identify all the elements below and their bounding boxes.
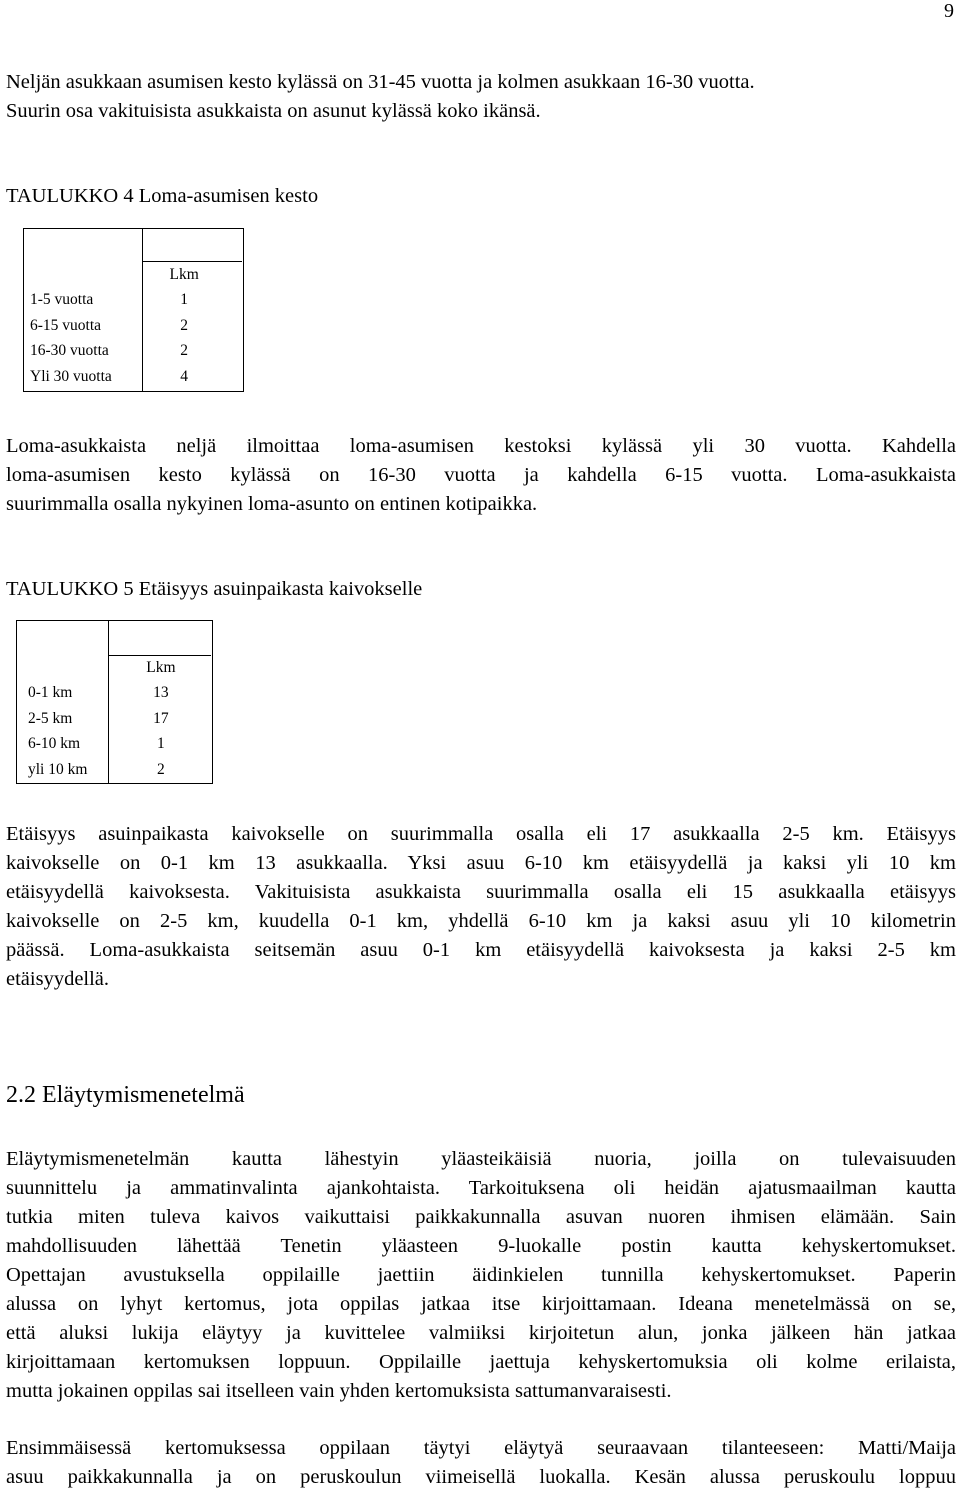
intro-paragraph xyxy=(6,68,956,126)
table-row xyxy=(28,732,208,758)
section-heading: 2.2 Eläytymismenetelmä xyxy=(6,1082,245,1108)
table-row xyxy=(30,364,230,390)
text-line: asuu paikkakunnalla ja on peruskoulun viimeisellä luokalla. Kesän alussa peruskoulu loppuu xyxy=(6,1466,956,1488)
table4-caption: TAULUKKO 4 Loma-asumisen kesto xyxy=(6,185,319,207)
table4-row-value: 2 xyxy=(180,342,189,360)
table5-row-value: 2 xyxy=(157,760,165,778)
text-line: mahdollisuuden lähettää Tenetin yläasteen 9-luokalle postin kautta kehyskertomukset. xyxy=(6,1235,956,1257)
table5 xyxy=(28,655,208,783)
text-line: Loma-asukkaista neljä ilmoittaa loma-asumisen kestoksi kylässä yli 30 vuotta. Kahdella xyxy=(6,435,956,457)
table4-row-value: 2 xyxy=(180,316,189,334)
text-line: tutkia miten tuleva kaivos vaikuttaisi paikkakunnalla asuvan nuoren ihmisen elämään. Sain xyxy=(6,1206,956,1228)
text-line: Ensimmäisessä kertomuksessa oppilaan täytyi eläytyä seuraavaan tilanteeseen: Matti/Maija xyxy=(6,1437,956,1459)
text-line: suurimmalla osalla nykyinen loma-asunto on entinen kotipaikka. xyxy=(6,493,538,515)
text-line: suunnittelu ja ammatinvalinta ajankohtaista. Tarkoituksena oli heidän ajatusmaailman kautta xyxy=(6,1177,956,1199)
text-line: kaivokselle on 0-1 km 13 asukkaalla. Yksi asuu 6-10 km etäisyydellä ja kaksi yli 10 km xyxy=(6,852,956,874)
table-header-row xyxy=(28,655,208,681)
table4 xyxy=(30,262,230,390)
table5-row-value: 1 xyxy=(157,735,165,753)
table5-row-value: 17 xyxy=(153,709,169,727)
text-line: päässä. Loma-asukkaista seitsemän asuu 0-1 km etäisyydellä kaivoksesta ja kaksi 2-5 km xyxy=(6,939,956,961)
table-header-row xyxy=(30,262,230,288)
table4-row-label: 6-15 vuotta xyxy=(30,316,102,334)
text-line: Neljän asukkaan asumisen kesto kylässä on 31-45 vuotta ja kolmen asukkaan 16-30 vuotta. xyxy=(6,71,755,93)
table5-header-cell-top xyxy=(108,620,211,656)
text-line: loma-asumisen kesto kylässä on 16-30 vuotta ja kahdella 6-15 vuotta. Loma-asukkaista xyxy=(6,464,956,486)
text-line: kirjoittamaan kertomuksen loppuun. Oppilaille jaettuja kehyskertomuksia oli kolme erilaista, xyxy=(6,1351,956,1373)
table4-header-cell-top xyxy=(142,228,242,262)
text-line: Etäisyys asuinpaikasta kaivokselle on suurimmalla osalla eli 17 asukkaalla 2-5 km. Etäisyys xyxy=(6,823,956,845)
table-row xyxy=(28,681,208,707)
table-row xyxy=(30,288,230,314)
table4-row-label: Yli 30 vuotta xyxy=(30,367,112,385)
paragraph-method xyxy=(6,1145,956,1406)
table5-row-value: 13 xyxy=(153,684,169,702)
text-line: Opettajan avustuksella oppilaille jaettiin äidinkielen tunnilla kehyskertomukset. Paperin xyxy=(6,1264,956,1286)
paragraph-etaisyys xyxy=(6,820,956,994)
text-line: etäisyydellä kaivoksesta. Vakituisista asukkaista suurimmalla osalla eli 15 asukkaalla etäisyys xyxy=(6,881,956,903)
paragraph-loma-asuminen xyxy=(6,432,956,519)
text-line: alussa on lyhyt kertomus, jota oppilas jatkaa itse kirjoittamaan. Ideana menetelmässä on se, xyxy=(6,1293,956,1315)
table5-row-label: yli 10 km xyxy=(28,760,88,778)
table-row xyxy=(30,313,230,339)
table4-row-value: 1 xyxy=(180,291,189,309)
table5-row-label: 2-5 km xyxy=(28,709,73,727)
table5-header-lkm: Lkm xyxy=(146,658,176,676)
table4-row-label: 16-30 vuotta xyxy=(30,342,109,360)
text-line: mutta jokainen oppilas sai itselleen vain yhden kertomuksista sattumanvaraisesti. xyxy=(6,1380,672,1402)
table4-header-lkm: Lkm xyxy=(169,265,199,283)
table-row xyxy=(28,757,208,783)
table5-caption: TAULUKKO 5 Etäisyys asuinpaikasta kaivokselle xyxy=(6,578,423,600)
paragraph-first-story xyxy=(6,1434,956,1492)
text-line: Suurin osa vakituisista asukkaista on asunut kylässä koko ikänsä. xyxy=(6,100,541,122)
text-line: kaivokselle on 2-5 km, kuudella 0-1 km, yhdellä 6-10 km ja kaksi asuu yli 10 kilometrin xyxy=(6,910,956,932)
table4-row-value: 4 xyxy=(180,367,189,385)
table5-row-label: 6-10 km xyxy=(28,735,81,753)
text-line: Eläytymismenetelmän kautta lähestyin yläasteikäisiä nuoria, joilla on tulevaisuuden xyxy=(6,1148,956,1170)
table4-row-label: 1-5 vuotta xyxy=(30,291,94,309)
table5-row-label: 0-1 km xyxy=(28,684,73,702)
table-row xyxy=(30,339,230,365)
page-number: 9 xyxy=(944,0,954,22)
text-line: etäisyydellä. xyxy=(6,968,110,990)
text-line: että aluksi lukija eläytyy ja kuvittelee valmiiksi kirjoitetun alun, jonka jälkeen hän jatkaa xyxy=(6,1322,956,1344)
table-row xyxy=(28,706,208,732)
